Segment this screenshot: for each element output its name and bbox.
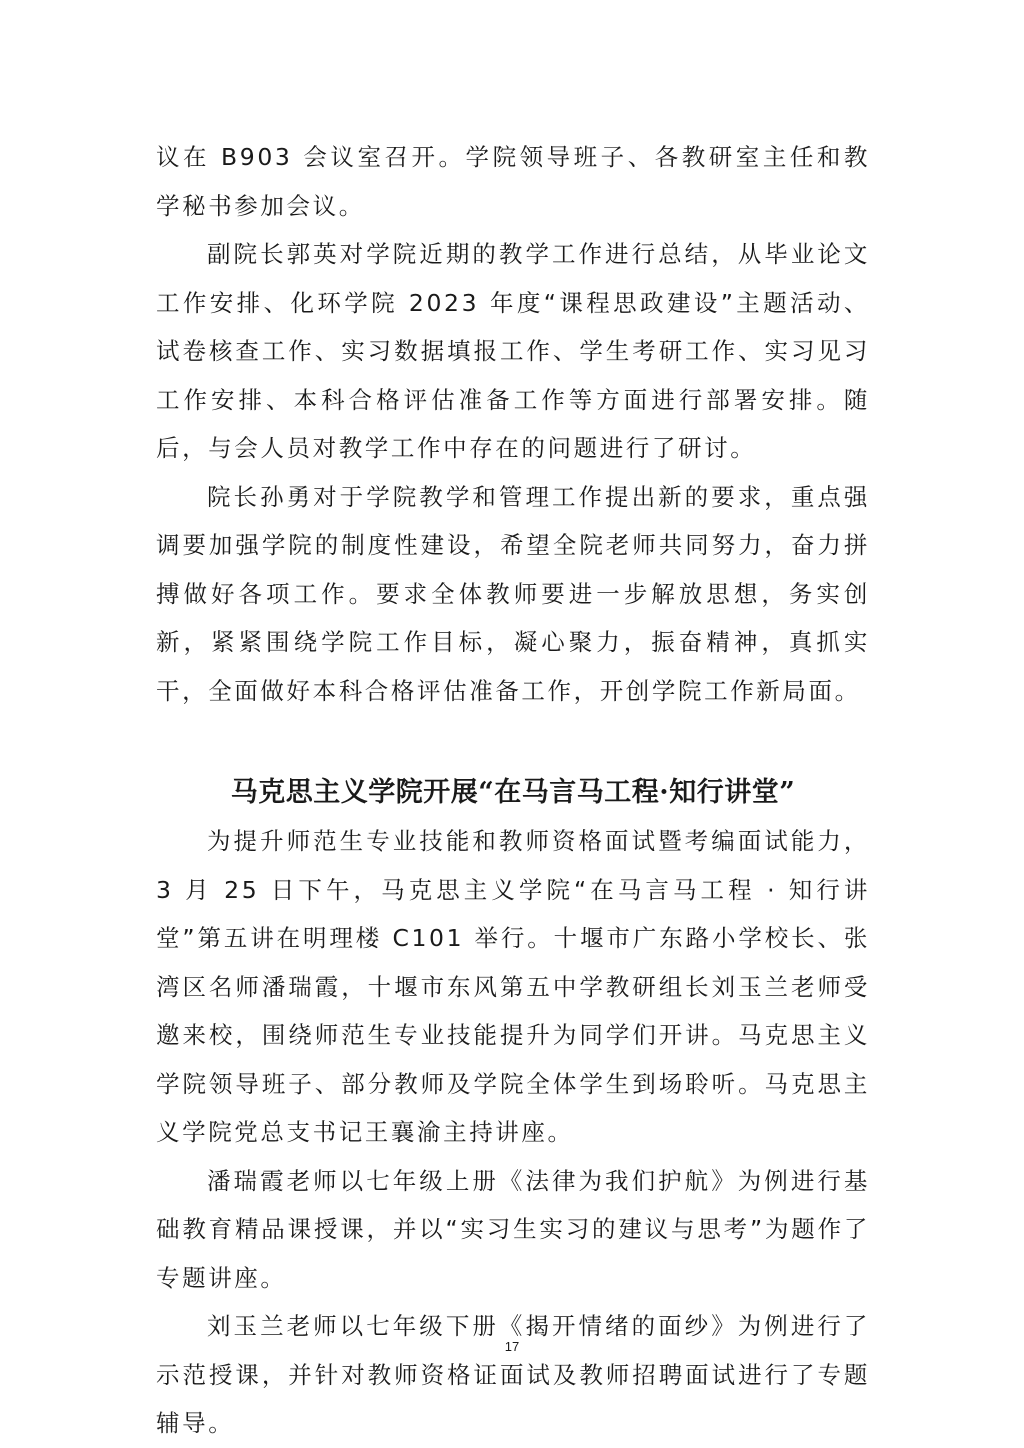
paragraph-meeting-continuation: 议在 B903 会议室召开。学院领导班子、各教研室主任和教学秘书参加会议。	[156, 143, 870, 220]
paragraph-dean-requirements: 院长孙勇对于学院教学和管理工作提出新的要求，重点强调要加强学院的制度性建设，希望全院老师共同努力，奋力拼搏做好各项工作。要求全体教师要进一步解放思想，务实创新，紧紧围绕学院工作目标，凝心聚力，振奋精神，真抓实干，全面做好本科合格评估准备工作，开创学院工作新局面。	[156, 482, 870, 705]
paragraph-pan-ruixia: 潘瑞霞老师以七年级上册《法律为我们护航》为例进行基础教育精品课授课，并以“实习生实习的建议与思考”为题作了专题讲座。	[156, 1166, 870, 1292]
paragraph-liu-yulan: 刘玉兰老师以七年级下册《揭开情绪的面纱》为例进行了示范授课，并针对教师资格证面试及教师招聘面试进行了专题辅导。	[156, 1312, 870, 1437]
paragraph-lecture-intro: 为提升师范生专业技能和教师资格面试暨考编面试能力，3 月 25 日下午，马克思主义学院“在马言马工程 · 知行讲堂”第五讲在明理楼 C101 举行。十堰市广东路小学校长、张湾区名师潘瑞霞，十堰市东风第五中学教研组长刘玉兰老师受邀来校，围绕师范生专业技能提升为同学们开讲。马克思主义学院领导班子、部分教师及学院全体学生到场聆听。马克思主义学院党总支书记王襄渝主持讲座。	[156, 827, 870, 1146]
page-number: 17	[504, 1339, 520, 1354]
document-body	[156, 133, 870, 1448]
section-heading: 马克思主义学院开展“在马言马工程·知行讲堂”	[230, 777, 796, 808]
paragraph-vice-dean-summary: 副院长郭英对学院近期的教学工作进行总结，从毕业论文工作安排、化环学院 2023 年度“课程思政建设”主题活动、试卷核查工作、实习数据填报工作、学生考研工作、实习见习工作安排、本科合格评估准备工作等方面进行部署安排。随后，与会人员对教学工作中存在的问题进行了研讨。	[156, 240, 870, 462]
